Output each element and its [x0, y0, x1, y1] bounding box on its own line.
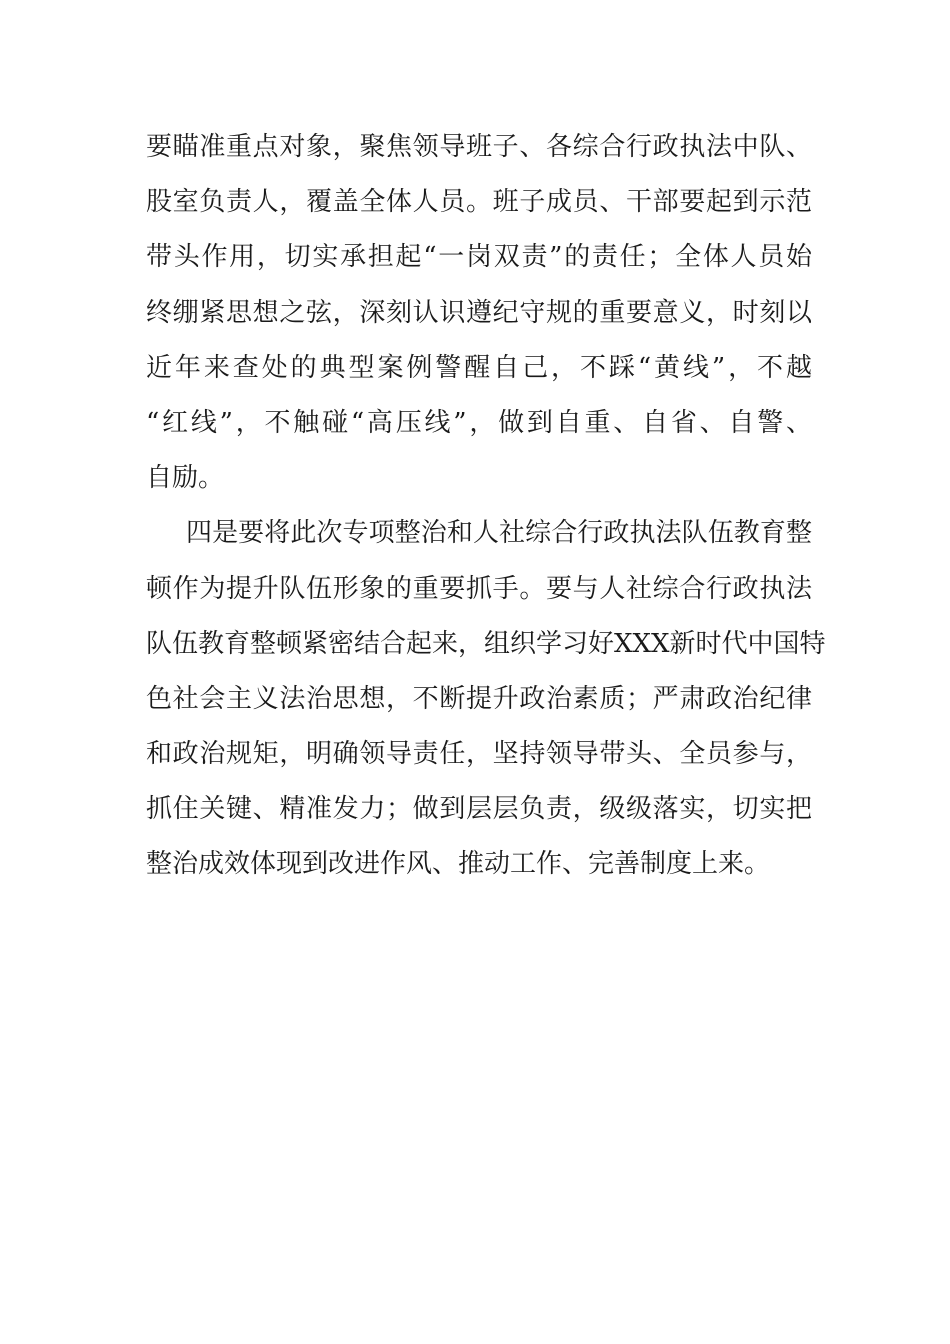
paragraph-line: 整治成效体现到改进作风、推动工作、完善制度上来。 [146, 849, 771, 880]
paragraph-line: 顿作为提升队伍形象的重要抓手。要与人社综合行政执法 [146, 573, 812, 604]
paragraph-line: “红线”，不触碰“高压线”，做到自重、自省、自警、 [146, 407, 812, 438]
paragraph-line: 近年来查处的典型案例警醒自己，不踩“黄线”，不越 [146, 352, 812, 383]
paragraph-line: 自励。 [146, 463, 225, 494]
paragraph-2 [146, 506, 826, 892]
paragraph-line: 色社会主义法治思想，不断提升政治素质；严肃政治纪律 [146, 683, 812, 714]
paragraph-line: 股室负责人，覆盖全体人员。班子成员、干部要起到示范 [146, 187, 812, 218]
paragraph-line: 带头作用，切实承担起“一岗双责”的责任；全体人员始 [146, 242, 812, 273]
document-body [146, 120, 826, 893]
paragraph-line: 四是要将此次专项整治和人社综合行政执法队伍教育整 [186, 518, 812, 549]
paragraph-line: 要瞄准重点对象，聚焦领导班子、各综合行政执法中队、 [146, 132, 812, 162]
paragraph-line: 抓住关键、精准发力；做到层层负责，级级落实，切实把 [146, 794, 812, 825]
paragraph-1 [146, 120, 812, 506]
paragraph-line: 队伍教育整顿紧密结合起来，组织学习好XXX新时代中国特 [146, 628, 826, 659]
paragraph-line: 和政治规矩，明确领导责任，坚持领导带头、全员参与， [146, 739, 812, 770]
paragraph-line: 终绷紧思想之弦，深刻认识遵纪守规的重要意义，时刻以 [146, 297, 812, 328]
